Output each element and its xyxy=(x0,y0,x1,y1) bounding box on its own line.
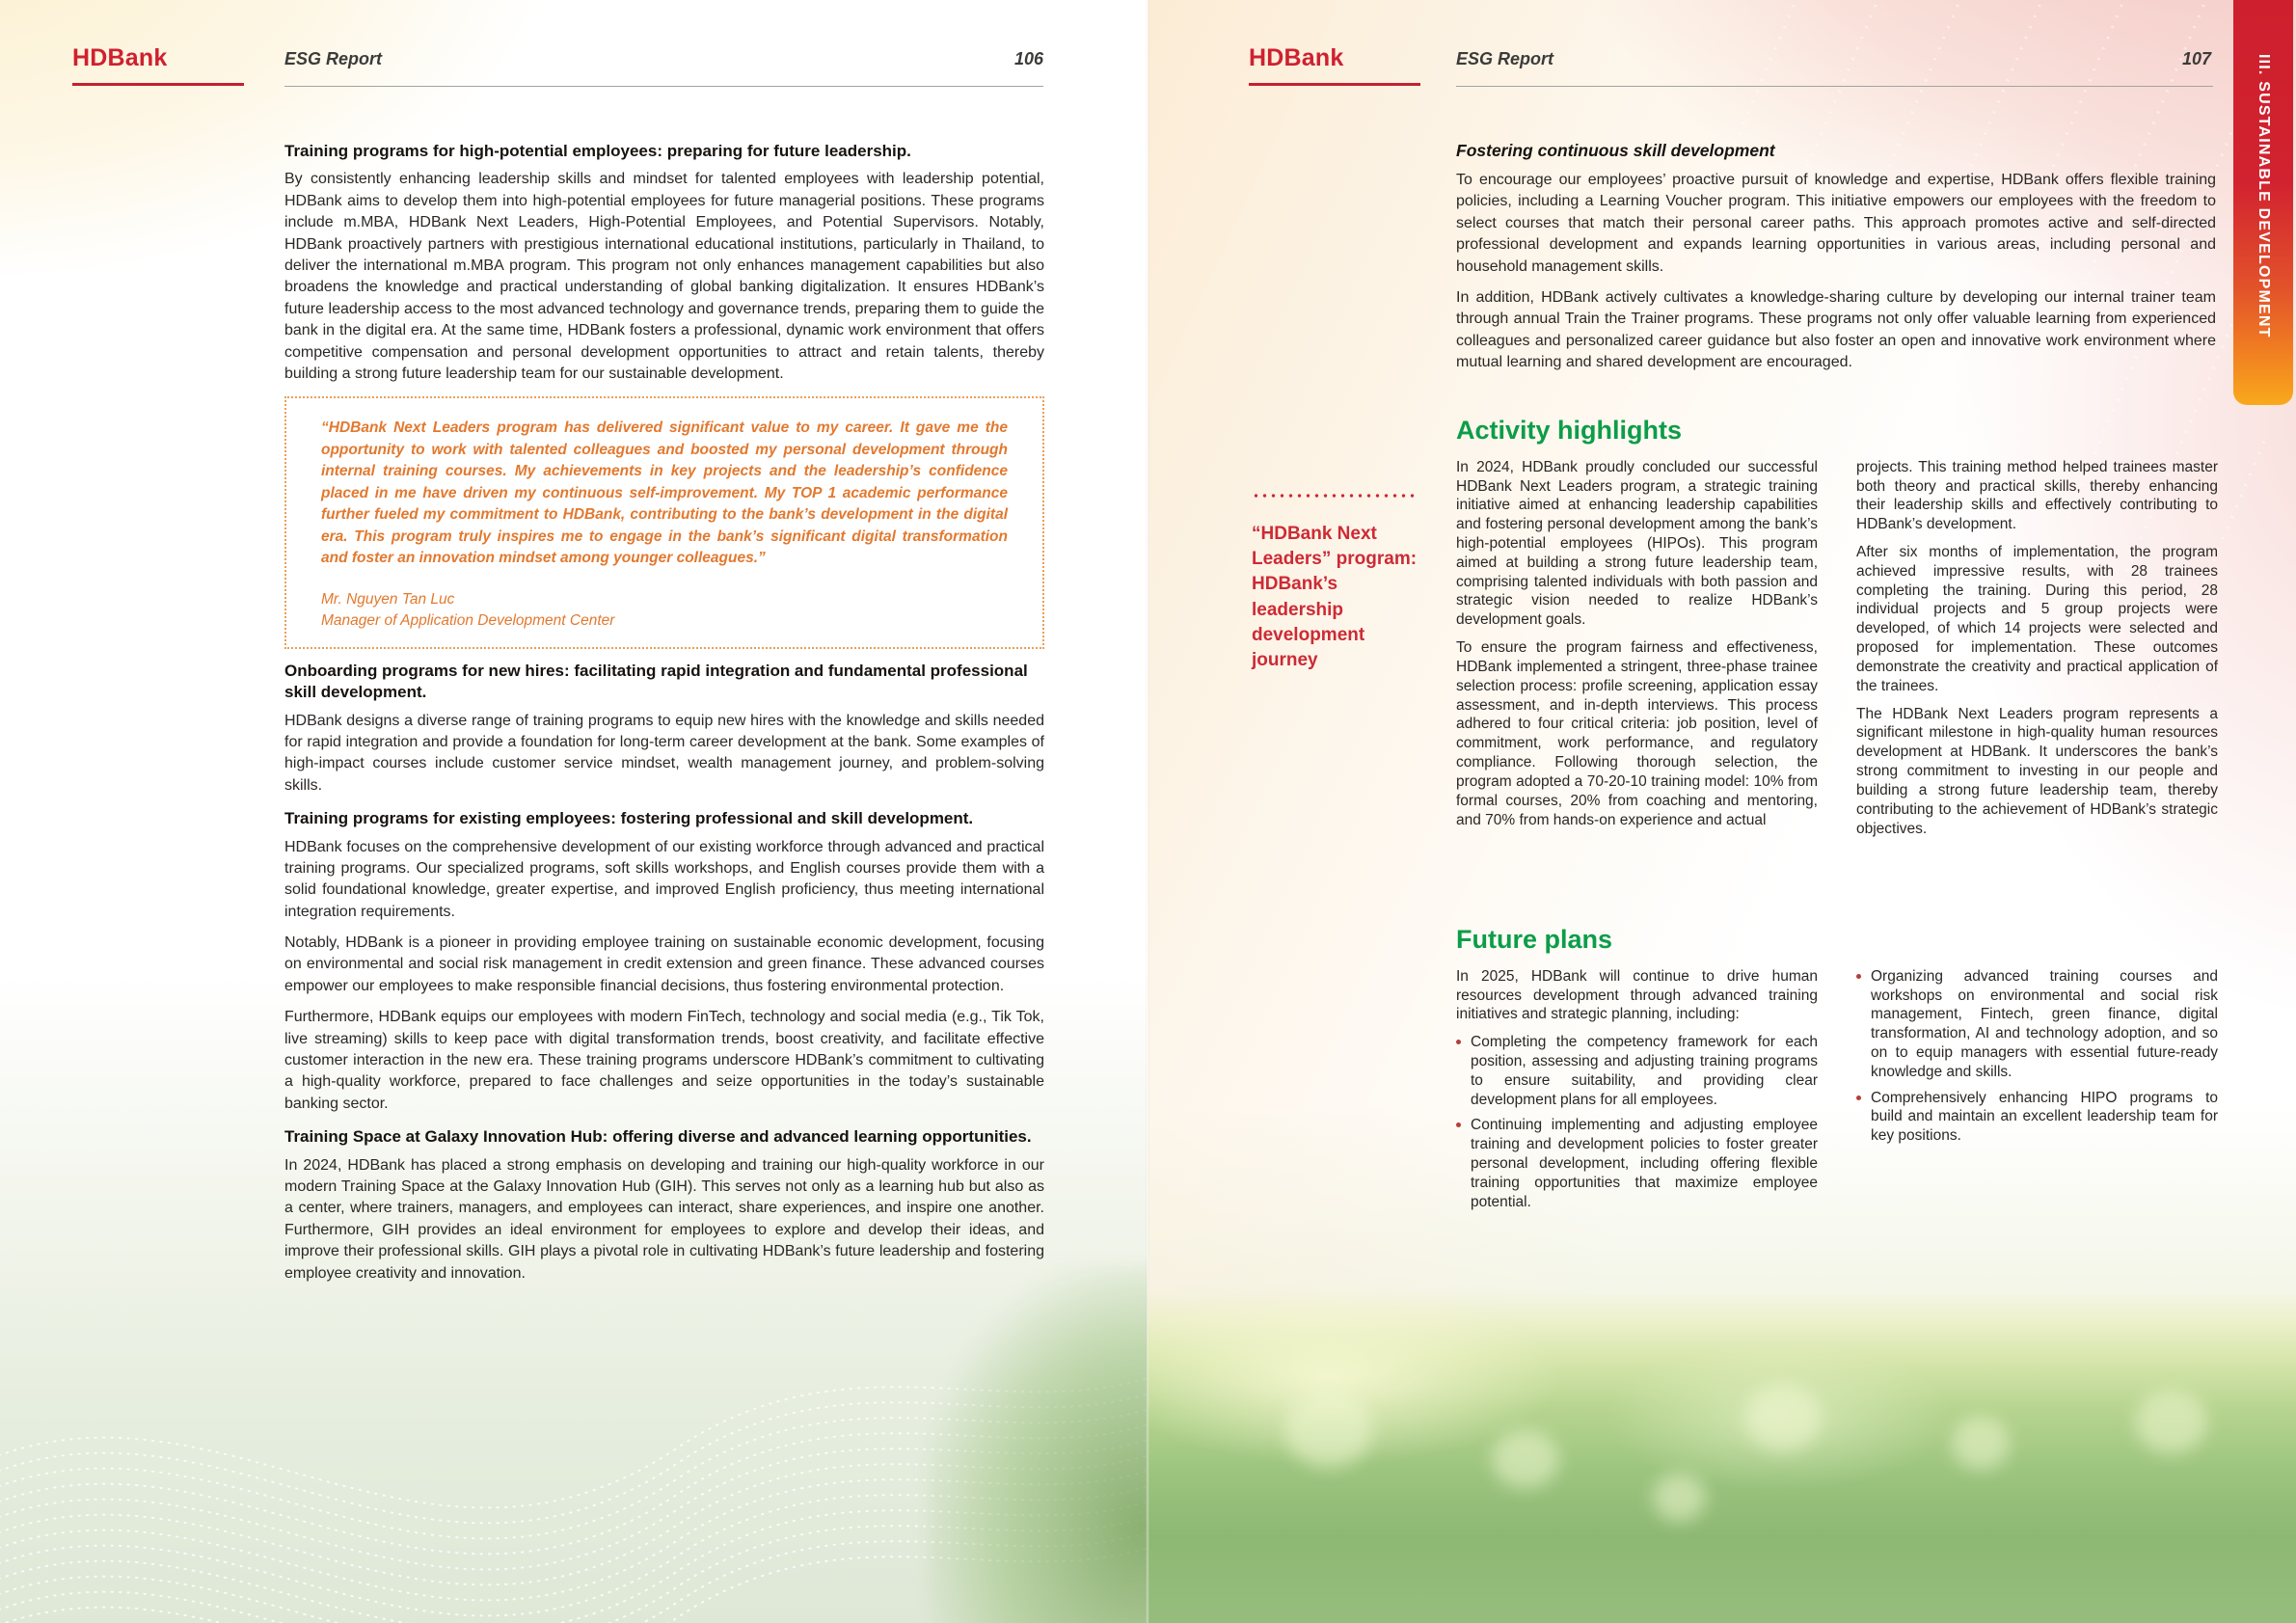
quote-text: “HDBank Next Leaders program has delivered significant value to my career. It gave me the opportunity to work with talented colleagues and boosted my personal development through internal training courses. My achievements in key projects and the leadership’s confidence placed in me have driven my continuous self-improvement. My TOP 1 academic performance further fueled my commitment to HDBank, contributing to the bank’s development in the digital era. This program truly inspires me to engage in the bank’s significant digital transformation and foster an innovation mindset among younger colleagues.” xyxy=(321,419,1008,567)
body-paragraph: In 2024, HDBank proudly concluded our successful HDBank Next Leaders program, a strategic training initiative aimed at enhancing leadership capabilities and fostering personal development among the bank’s high-potential employees (HIPOs). This program aimed at building a strong future leadership team, comprising talented individuals with both passion and strategic vision needed to realize HDBank’s development goals. xyxy=(1456,458,1818,629)
bullet-dot-icon xyxy=(1456,1040,1461,1044)
section-heading: Onboarding programs for new hires: facilitating rapid integration and fundamental professional skill development. xyxy=(284,661,1028,702)
section-heading: Training Space at Galaxy Innovation Hub: offering diverse and advanced learning opportunities. xyxy=(284,1127,1032,1147)
grass-photo-bleed xyxy=(926,1266,1148,1623)
logo-underline xyxy=(72,83,244,86)
page-number: 106 xyxy=(1013,49,1043,68)
bullet-dot-icon xyxy=(1856,974,1861,979)
logo-underline xyxy=(1249,83,1420,86)
bullet-text: Comprehensively enhancing HIPO programs to build and maintain an excellent leadership team for key positions. xyxy=(1871,1089,2218,1145)
section-heading: Fostering continuous skill development xyxy=(1456,141,1775,160)
body-paragraph: In 2024, HDBank has placed a strong emphasis on developing and training our high-quality workforce in our modern Training Space at the Galaxy Innovation Hub (GIH). This serves not only as a learning hub but also as a center, where trainers, managers, and employees can interact, share experiences, and inspire one another. Furthermore, GIH provides an ideal environment for employees to explore and develop their ideas, and improve their professional skills. GIH plays a pivotal role in cultivating HDBank’s future leadership and fostering employee creativity and innovation. xyxy=(284,1156,1044,1282)
bullet-dot-icon xyxy=(1856,1096,1861,1100)
body-paragraph: To ensure the program fairness and effectiveness, HDBank implemented a stringent, three-phase trainee selection process: profile screening, application essay assessment, and in-depth interviews. This process adhered to four critical criteria: job position, level of commitment, work performance, and regulatory compliance. Following thorough selection, the program adopted a 70-20-10 training model: 10% from formal courses, 20% from coaching and mentoring, and 70% from hands-on experience and actual xyxy=(1456,639,1818,828)
quote-author: Mr. Nguyen Tan Luc xyxy=(321,590,455,608)
activity-column-2 xyxy=(1856,458,2218,848)
activity-column-1 xyxy=(1456,458,1818,848)
chapter-tab-label: III. SUSTAINABLE DEVELOPMENT xyxy=(2255,54,2272,338)
future-plans-section xyxy=(1456,926,2218,1219)
list-item xyxy=(1856,1089,2218,1150)
left-page-body xyxy=(284,141,1044,1294)
body-paragraph: HDBank focuses on the comprehensive development of our existing workforce through advanced and practical training programs. Our specialized programs, soft skills workshops, and English courses provide them with a solid foundational knowledge, greater expertise, and improved English proficiency, thus meeting international integration requirements. xyxy=(284,838,1044,920)
red-dotted-rule xyxy=(1252,494,1418,498)
section-heading: Training programs for existing employees: fostering professional and skill development. xyxy=(284,809,974,828)
report-title: ESG Report xyxy=(284,49,383,68)
activity-highlights-heading: Activity highlights xyxy=(1456,416,1683,445)
bullet-text: Continuing implementing and adjusting employee training and development policies to foster greater personal development, including offering flexible training opportunities that maximize employee potential. xyxy=(1471,1117,1818,1210)
report-title: ESG Report xyxy=(1456,49,1554,68)
bullet-text: Completing the competency framework for each position, assessing and adjusting training programs to ensure suitability, and providing clear development plans for all employees. xyxy=(1471,1034,1818,1108)
header-rule xyxy=(284,86,1043,87)
future-column-2 xyxy=(1856,967,2218,1219)
activity-highlights-section xyxy=(1456,417,2218,847)
body-paragraph: The HDBank Next Leaders program represents a significant milestone in high-quality human resources development at HDBank. It underscores the bank’s strong commitment to investing in our people and building a strong future leadership team, thereby contributing to the achievement of HDBank’s strategic objectives. xyxy=(1856,705,2218,837)
body-paragraph: HDBank designs a diverse range of training programs to equip new hires with the knowledge and skills needed for rapid integration and provide a foundation for long-term career development at the bank. Some examples of high-impact courses include customer service mindset, wealth management journey, and problem-solving skills. xyxy=(284,712,1044,794)
grass-photo xyxy=(1148,1290,2296,1623)
page-107 xyxy=(1148,0,2296,1623)
body-paragraph: In 2025, HDBank will continue to drive human resources development through advanced training initiatives and strategic planning, including: xyxy=(1456,967,1818,1023)
body-paragraph: After six months of implementation, the program achieved impressive results, with 28 trainees completing the training. During this period, 28 individual projects and 5 group projects were developed, of which 14 projects were selected and proposed for implementation. These outcomes demonstrate the creativity and practical application of the trainees. xyxy=(1856,544,2218,694)
page-number: 107 xyxy=(2181,49,2211,68)
body-paragraph: Furthermore, HDBank equips our employees with modern FinTech, technology and social media (e.g., Tik Tok, live streaming) skills to keep pace with digital transformation trends, boost creativity, and facilitate effective customer interaction in the new era. These training programs underscore HDBank’s commitment to cultivating a high-quality workforce, prepared to face challenges and seize opportunities in the today’s sustainable banking sector. xyxy=(284,1009,1044,1112)
list-item xyxy=(1856,967,2218,1086)
bullet-text: Organizing advanced training courses and workshops on environmental and social risk management, Fintech, green finance, digital transformation, AI and technology adoption, and so on to equip managers with essential future-ready knowledge and skills. xyxy=(1871,967,2218,1080)
body-paragraph: Notably, HDBank is a pioneer in providing employee training on sustainable economic development, focusing on environmental and social risk management in credit extension and green finance. These advanced courses empower our employees to make responsible financial decisions, thus fostering environmental protection. xyxy=(284,934,1044,994)
future-plans-heading: Future plans xyxy=(1456,925,1613,954)
header-rule xyxy=(1456,86,2213,87)
section-heading: Training programs for high-potential employees: preparing for future leadership. xyxy=(284,142,911,160)
hdbank-logo: HDBank xyxy=(72,44,168,71)
margin-callout-text: “HDBank Next Leaders” program: HDBank’s leadership development journey xyxy=(1252,524,1418,671)
bullet-dot-icon xyxy=(1456,1123,1461,1127)
hdbank-logo: HDBank xyxy=(1249,44,1344,71)
chapter-tab xyxy=(2233,0,2293,405)
body-paragraph: In addition, HDBank actively cultivates a knowledge-sharing culture by developing our internal trainer team through annual Train the Trainer programs. These programs not only offer valuable learning from experienced colleagues and personalized career guidance but also foster an open and innovative work environment where mutual learning and shared development are encouraged. xyxy=(1456,288,2216,371)
skill-development-section xyxy=(1456,141,2216,384)
body-paragraph: projects. This training method helped trainees master both theory and practical skills, thereby enhancing their leadership skills and effectively contributing to HDBank’s development. xyxy=(1856,458,2218,533)
body-paragraph: To encourage our employees’ proactive pursuit of knowledge and expertise, HDBank offers flexible training policies, including a Learning Voucher program. This initiative empowers our employees with the freedom to select courses that match their personal career paths. This approach promotes active and self-directed professional development and expands learning opportunities in various areas, including personal and household management skills. xyxy=(1456,172,2216,275)
page-seam xyxy=(1146,0,1149,1623)
list-item xyxy=(1456,1033,1818,1113)
body-paragraph: By consistently enhancing leadership skills and mindset for talented employees with leadership potential, HDBank aims to develop them into high-potential employees for future managerial positions. These programs include m.MBA, HDBank Next Leaders, High-Potential Employees, and Potential Supervisors. Notably, HDBank proactively partners with prestigious international educational institutions, particularly in Thailand, to deliver the international m.MBA program. This program not only enhances management capabilities but also broadens the knowledge and practical understanding of global banking digitalization. It ensures HDBank’s future leadership access to the most advanced technology and governance trends, preparing them to guide the bank in the digital era. At the same time, HDBank fosters a professional, dynamic work environment that offers competitive compensation and personal development opportunities to attract and retain talents, thereby building a strong future leadership team for our sustainable development. xyxy=(284,171,1044,382)
list-item xyxy=(1456,1116,1818,1215)
margin-callout xyxy=(1252,494,1418,673)
future-column-1 xyxy=(1456,967,1818,1219)
testimonial-quote-box xyxy=(284,396,1044,648)
quote-author-role: Manager of Application Development Center xyxy=(321,611,615,629)
